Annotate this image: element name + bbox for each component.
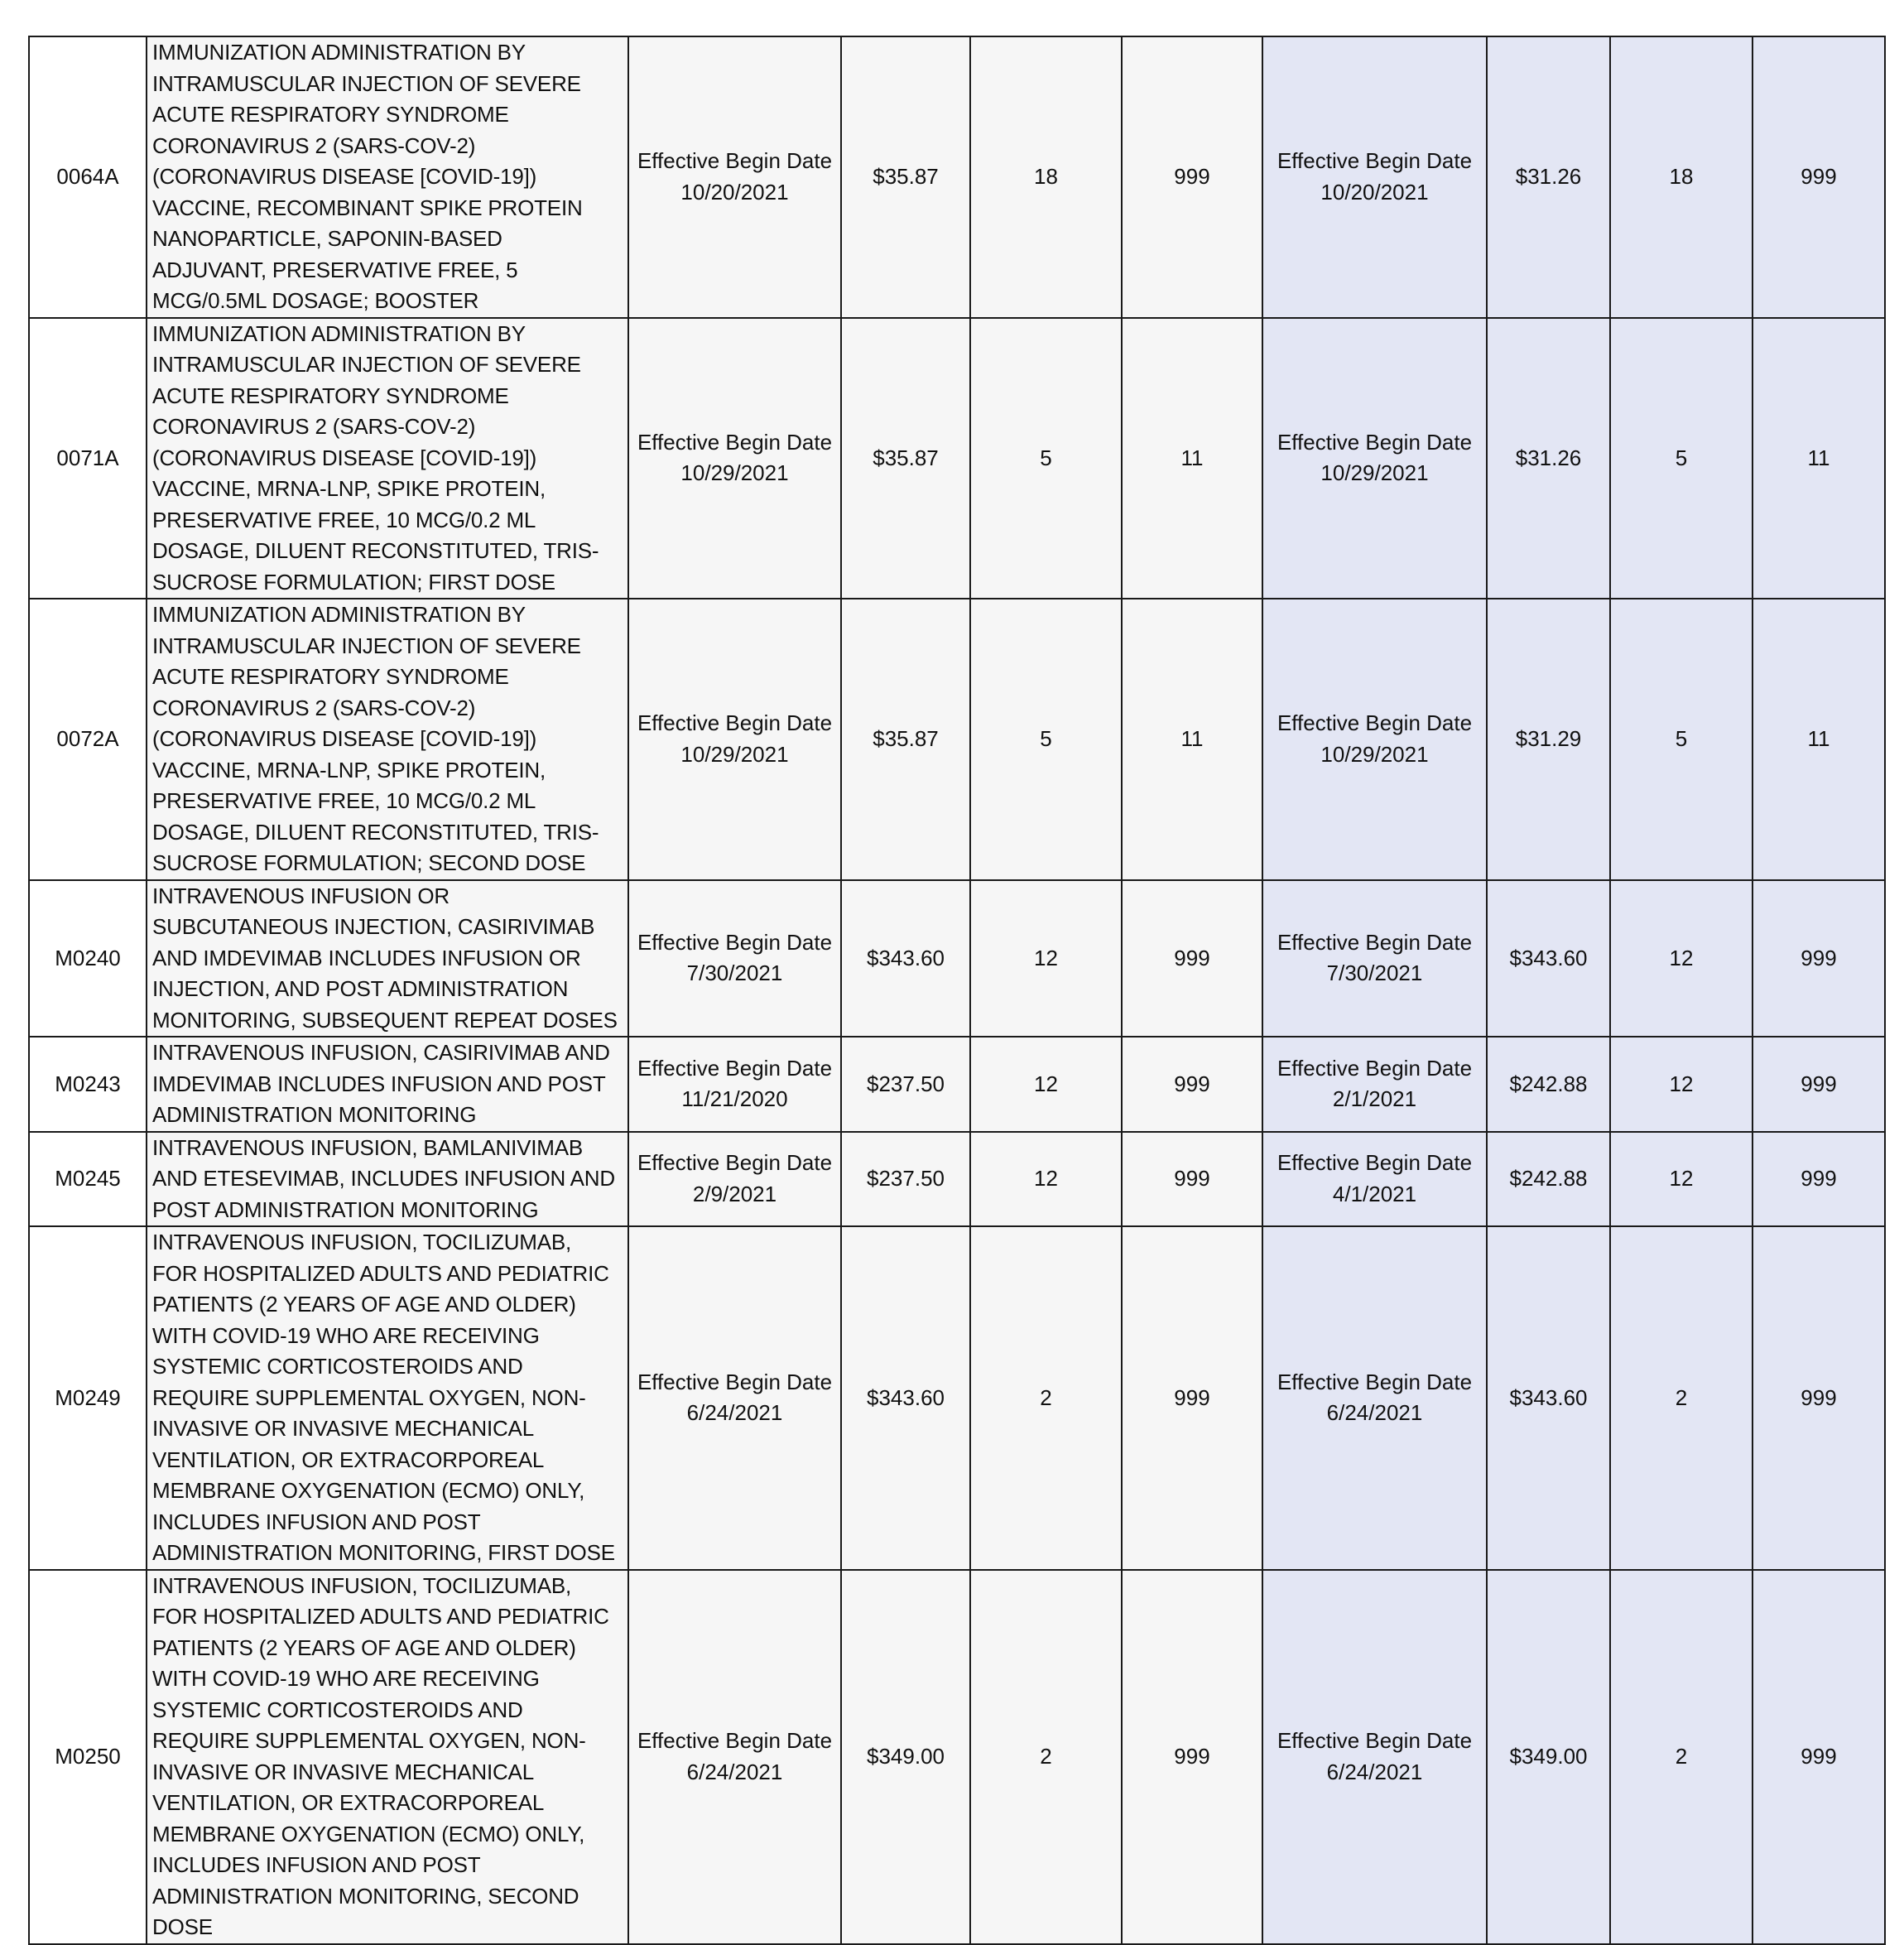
max-age-cell: 999: [1122, 1226, 1262, 1570]
procedure-description: IMMUNIZATION ADMINISTRATION BY INTRAMUSCULAR INJECTION OF SEVERE ACUTE RESPIRATORY SYNDROME CORONAVIRUS 2 (SARS-COV-2) (CORONAVIRUS DISEASE [COVID-19]) VACCINE, MRNA-LNP, SPIKE PROTEIN, PRESERVATIVE FREE, 10 MCG/0.2 ML DOSAGE, DILUENT RECONSTITUTED, TRIS-SUCROSE FORMULATION; FIRST DOSE: [147, 318, 628, 599]
max-age-cell: 999: [1753, 1132, 1885, 1227]
procedure-code: M0249: [29, 1226, 147, 1570]
rate-cell: $343.60: [1487, 1226, 1610, 1570]
max-age-cell: 999: [1753, 1226, 1885, 1570]
rate-cell: $349.00: [1487, 1570, 1610, 1944]
max-age-cell: 999: [1122, 1037, 1262, 1132]
procedure-code: M0243: [29, 1037, 147, 1132]
table-row: [29, 880, 1885, 1037]
effective-date-cell: [628, 1570, 841, 1944]
effective-date-value: 11/21/2020: [681, 1086, 788, 1112]
effective-date-label: Effective Begin Date: [1277, 148, 1473, 174]
effective-date-cell: [628, 1037, 841, 1132]
effective-date-label: Effective Begin Date: [1277, 1369, 1473, 1394]
procedure-description: IMMUNIZATION ADMINISTRATION BY INTRAMUSCULAR INJECTION OF SEVERE ACUTE RESPIRATORY SYNDROME CORONAVIRUS 2 (SARS-COV-2) (CORONAVIRUS DISEASE [COVID-19]) VACCINE, MRNA-LNP, SPIKE PROTEIN, PRESERVATIVE FREE, 10 MCG/0.2 ML DOSAGE, DILUENT RECONSTITUTED, TRIS-SUCROSE FORMULATION; SECOND DOSE: [147, 599, 628, 880]
rate-cell: $35.87: [841, 318, 970, 599]
effective-date-value: 10/29/2021: [680, 460, 789, 486]
effective-date-cell: [1262, 318, 1487, 599]
max-age-cell: 999: [1122, 1132, 1262, 1227]
min-age-cell: 12: [970, 1037, 1122, 1132]
table-row: [29, 1132, 1885, 1227]
rate-cell: $31.29: [1487, 599, 1610, 880]
rate-cell: $343.60: [1487, 880, 1610, 1037]
rate-cell: $242.88: [1487, 1037, 1610, 1132]
effective-date-label: Effective Begin Date: [1277, 710, 1473, 736]
min-age-cell: 5: [1610, 599, 1753, 880]
max-age-cell: 999: [1753, 1570, 1885, 1944]
max-age-cell: 999: [1753, 880, 1885, 1037]
effective-date-cell: [1262, 1132, 1487, 1227]
procedure-description: INTRAVENOUS INFUSION, BAMLANIVIMAB AND ETESEVIMAB, INCLUDES INFUSION AND POST ADMINISTRATION MONITORING: [147, 1132, 628, 1227]
effective-date-cell: [1262, 1226, 1487, 1570]
effective-date-value: 10/29/2021: [680, 741, 789, 767]
table-row: [29, 1570, 1885, 1944]
max-age-cell: 999: [1122, 1570, 1262, 1944]
max-age-cell: 11: [1122, 318, 1262, 599]
procedure-code: 0072A: [29, 599, 147, 880]
effective-date-label: Effective Begin Date: [637, 710, 833, 736]
effective-date-cell: [1262, 1570, 1487, 1944]
effective-date-value: 10/29/2021: [1320, 460, 1429, 486]
effective-date-value: 10/20/2021: [1320, 179, 1429, 205]
rate-cell: $35.87: [841, 599, 970, 880]
effective-date-label: Effective Begin Date: [637, 429, 833, 455]
min-age-cell: 5: [970, 599, 1122, 880]
effective-date-label: Effective Begin Date: [1277, 1150, 1473, 1176]
effective-date-value: 6/24/2021: [1326, 1400, 1423, 1426]
rate-cell: $343.60: [841, 880, 970, 1037]
effective-date-value: 7/30/2021: [686, 960, 783, 986]
effective-date-cell: [628, 36, 841, 318]
effective-date-cell: [1262, 880, 1487, 1037]
effective-date-label: Effective Begin Date: [1277, 1055, 1473, 1081]
effective-date-cell: [628, 1132, 841, 1227]
effective-date-value: 4/1/2021: [1332, 1181, 1417, 1206]
min-age-cell: 5: [1610, 318, 1753, 599]
effective-date-cell: [1262, 36, 1487, 318]
max-age-cell: 999: [1753, 1037, 1885, 1132]
rate-cell: $343.60: [841, 1226, 970, 1570]
procedure-description: INTRAVENOUS INFUSION OR SUBCUTANEOUS INJECTION, CASIRIVIMAB AND IMDEVIMAB INCLUDES INFUSION OR INJECTION, AND POST ADMINISTRATION MONITORING, SUBSEQUENT REPEAT DOSES: [147, 880, 628, 1037]
max-age-cell: 11: [1753, 318, 1885, 599]
procedure-description: INTRAVENOUS INFUSION, CASIRIVIMAB AND IMDEVIMAB INCLUDES INFUSION AND POST ADMINISTRATION MONITORING: [147, 1037, 628, 1132]
procedure-code: 0064A: [29, 36, 147, 318]
procedure-code: M0250: [29, 1570, 147, 1944]
effective-date-value: 2/1/2021: [1332, 1086, 1417, 1112]
effective-date-value: 10/29/2021: [1320, 741, 1429, 767]
rate-cell: $31.26: [1487, 36, 1610, 318]
max-age-cell: 11: [1122, 599, 1262, 880]
max-age-cell: 11: [1753, 599, 1885, 880]
effective-date-value: 6/24/2021: [686, 1759, 783, 1784]
effective-date-value: 6/24/2021: [686, 1400, 783, 1426]
min-age-cell: 18: [1610, 36, 1753, 318]
rate-cell: $237.50: [841, 1132, 970, 1227]
effective-date-value: 7/30/2021: [1326, 960, 1423, 986]
min-age-cell: 12: [1610, 1132, 1753, 1227]
effective-date-label: Effective Begin Date: [637, 148, 833, 174]
procedure-description: IMMUNIZATION ADMINISTRATION BY INTRAMUSCULAR INJECTION OF SEVERE ACUTE RESPIRATORY SYNDROME CORONAVIRUS 2 (SARS-COV-2) (CORONAVIRUS DISEASE [COVID-19]) VACCINE, RECOMBINANT SPIKE PROTEIN NANOPARTICLE, SAPONIN-BASED ADJUVANT, PRESERVATIVE FREE, 5 MCG/0.5ML DOSAGE; BOOSTER: [147, 36, 628, 318]
procedure-code: M0240: [29, 880, 147, 1037]
procedure-code: 0071A: [29, 318, 147, 599]
min-age-cell: 2: [1610, 1570, 1753, 1944]
min-age-cell: 12: [970, 1132, 1122, 1227]
effective-date-label: Effective Begin Date: [1277, 429, 1473, 455]
table-row: [29, 318, 1885, 599]
rate-cell: $349.00: [841, 1570, 970, 1944]
fee-schedule-table: [28, 36, 1886, 1945]
rate-cell: $35.87: [841, 36, 970, 318]
effective-date-cell: [1262, 599, 1487, 880]
effective-date-cell: [628, 318, 841, 599]
table-row: [29, 36, 1885, 318]
effective-date-label: Effective Begin Date: [1277, 929, 1473, 955]
min-age-cell: 18: [970, 36, 1122, 318]
effective-date-label: Effective Begin Date: [1277, 1728, 1473, 1753]
effective-date-value: 10/20/2021: [680, 179, 789, 205]
min-age-cell: 2: [970, 1226, 1122, 1570]
min-age-cell: 12: [1610, 1037, 1753, 1132]
table-row: [29, 1226, 1885, 1570]
min-age-cell: 5: [970, 318, 1122, 599]
table-row: [29, 1037, 1885, 1132]
effective-date-label: Effective Begin Date: [637, 1055, 833, 1081]
max-age-cell: 999: [1122, 880, 1262, 1037]
max-age-cell: 999: [1122, 36, 1262, 318]
effective-date-cell: [628, 1226, 841, 1570]
effective-date-cell: [628, 880, 841, 1037]
effective-date-label: Effective Begin Date: [637, 1150, 833, 1176]
effective-date-label: Effective Begin Date: [637, 929, 833, 955]
effective-date-value: 2/9/2021: [692, 1181, 777, 1206]
min-age-cell: 2: [970, 1570, 1122, 1944]
effective-date-label: Effective Begin Date: [637, 1369, 833, 1394]
procedure-description: INTRAVENOUS INFUSION, TOCILIZUMAB, FOR HOSPITALIZED ADULTS AND PEDIATRIC PATIENTS (2 YEARS OF AGE AND OLDER) WITH COVID-19 WHO ARE RECEIVING SYSTEMIC CORTICOSTEROIDS AND REQUIRE SUPPLEMENTAL OXYGEN, NON-INVASIVE OR INVASIVE MECHANICAL VENTILATION, OR EXTRACORPOREAL MEMBRANE OXYGENATION (ECMO) ONLY, INCLUDES INFUSION AND POST ADMINISTRATION MONITORING, FIRST DOSE: [147, 1226, 628, 1570]
max-age-cell: 999: [1753, 36, 1885, 318]
procedure-description: INTRAVENOUS INFUSION, TOCILIZUMAB, FOR HOSPITALIZED ADULTS AND PEDIATRIC PATIENTS (2 YEARS OF AGE AND OLDER) WITH COVID-19 WHO ARE RECEIVING SYSTEMIC CORTICOSTEROIDS AND REQUIRE SUPPLEMENTAL OXYGEN, NON-INVASIVE OR INVASIVE MECHANICAL VENTILATION, OR EXTRACORPOREAL MEMBRANE OXYGENATION (ECMO) ONLY, INCLUDES INFUSION AND POST ADMINISTRATION MONITORING, SECOND DOSE: [147, 1570, 628, 1944]
min-age-cell: 2: [1610, 1226, 1753, 1570]
table-row: [29, 599, 1885, 880]
procedure-code: M0245: [29, 1132, 147, 1227]
rate-cell: $237.50: [841, 1037, 970, 1132]
effective-date-cell: [628, 599, 841, 880]
effective-date-value: 6/24/2021: [1326, 1759, 1423, 1784]
rate-cell: $242.88: [1487, 1132, 1610, 1227]
min-age-cell: 12: [970, 880, 1122, 1037]
min-age-cell: 12: [1610, 880, 1753, 1037]
effective-date-cell: [1262, 1037, 1487, 1132]
rate-cell: $31.26: [1487, 318, 1610, 599]
effective-date-label: Effective Begin Date: [637, 1728, 833, 1753]
